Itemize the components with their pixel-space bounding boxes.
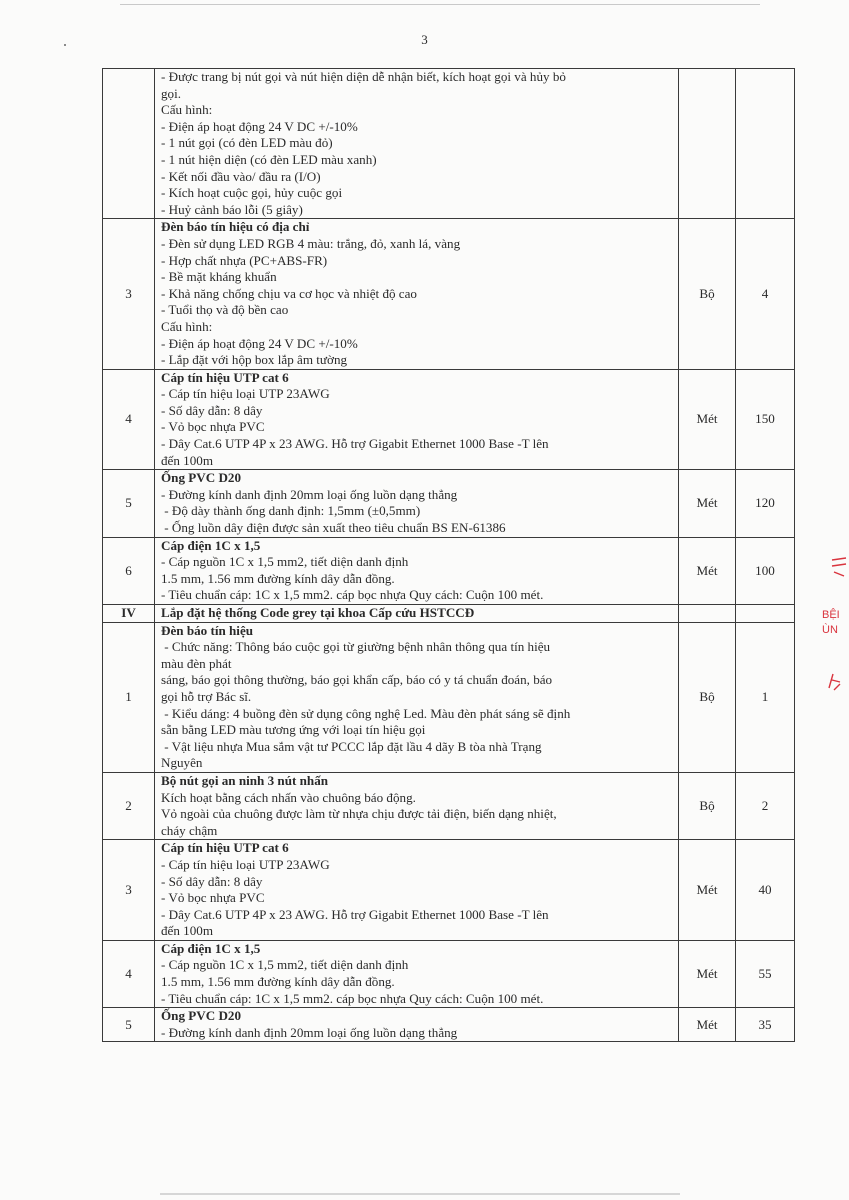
cell-unit: Bộ [679,219,736,369]
description-line: - Dây Cat.6 UTP 4P x 23 AWG. Hỗ trợ Gigabit Ethernet 1000 Base -T lên [161,436,549,452]
cell-unit: Bộ [679,772,736,839]
item-title: Ống PVC D20 [161,470,242,486]
description-line: - Bề mặt kháng khuẩn [161,269,277,285]
stamp-text-line: ÙN [822,624,838,636]
description-line: gọi. [161,85,182,101]
description-line: - Kích hoạt cuộc gọi, hủy cuộc gọi [161,185,343,201]
cell-unit: Mét [679,1008,736,1042]
cell-stt: 5 [103,1008,155,1042]
description-line: - Vỏ bọc nhựa PVC [161,890,265,906]
cell-unit [679,605,736,623]
description-line: - Cáp nguồn 1C x 1,5 mm2, tiết diện danh định [161,554,409,570]
cell-stt: 4 [103,369,155,470]
description-line: - Dây Cat.6 UTP 4P x 23 AWG. Hỗ trợ Gigabit Ethernet 1000 Base -T lên [161,906,549,922]
description-line: Cấu hình: [161,318,213,334]
description-line: sáng, báo gọi thông thường, báo gọi khẩn cấp, báo có y tá chuẩn đoán, báo [161,672,553,688]
description-line: - Chức năng: Thông báo cuộc gọi từ giường bệnh nhân thông qua tín hiệu [161,639,551,655]
table-row [103,470,795,537]
table-row [103,537,795,604]
description-line: sẵn bằng LED màu tương ứng với loại tín hiệu gọi [161,722,426,738]
cell-unit: Mét [679,369,736,470]
cell-unit: Bộ [679,622,736,772]
description-line: Vỏ ngoài của chuông được làm từ nhựa chịu được tải điện, biến dạng nhiệt, [161,806,557,822]
cell-quantity [736,605,795,623]
table-row [103,219,795,369]
description-line: - Số dây dẫn: 8 dây [161,873,263,889]
cell-stt: IV [103,605,155,623]
scan-edge-line [120,4,760,5]
description-line: - Điện áp hoạt động 24 V DC +/-10% [161,335,358,351]
cell-description [155,69,679,219]
description-line: - Số dây dẫn: 8 dây [161,402,263,418]
stamp-text-line: BỆI [822,609,840,621]
table-row [103,940,795,1007]
cell-quantity: 4 [736,219,795,369]
cell-stt: 1 [103,622,155,772]
description-line: - Kiểu dáng: 4 buồng đèn sử dụng công nghệ Led. Màu đèn phát sáng sẽ định [161,705,571,721]
cell-quantity: 100 [736,537,795,604]
cell-stt: 3 [103,840,155,941]
description-line: cháy chậm [161,822,218,838]
equipment-table [102,68,795,1042]
cell-description [155,840,679,941]
description-line: - Lắp đặt với hộp box lắp âm tường [161,352,348,368]
table-row [103,772,795,839]
item-title: Ống PVC D20 [161,1008,242,1024]
cell-stt: 2 [103,772,155,839]
cell-description [155,622,679,772]
description-line: màu đèn phát [161,655,232,671]
table-row [103,840,795,941]
cell-quantity: 2 [736,772,795,839]
description-line: - Được trang bị nút gọi và nút hiện diện dễ nhận biết, kích hoạt gọi và hủy bỏ [161,69,566,84]
description-line: - Độ dày thành ống danh định: 1,5mm (±0,5mm) [161,503,421,519]
cell-description [155,369,679,470]
cell-description [155,605,679,623]
item-title: Cáp tín hiệu UTP cat 6 [161,369,289,385]
description-line: Cấu hình: [161,102,213,118]
description-line: - Huỷ cảnh báo lỗi (5 giây) [161,201,303,217]
table-row [103,369,795,470]
description-line: - Đường kính danh định 20mm loại ống luồn dạng thẳng [161,1024,458,1040]
description-line: - Tuổi thọ và độ bền cao [161,302,289,318]
item-title: Lắp đặt hệ thống Code grey tại khoa Cấp cứu HSTCCĐ [161,605,475,620]
cell-stt: 5 [103,470,155,537]
cell-description [155,772,679,839]
page-number: 3 [421,32,428,47]
cell-unit: Mét [679,470,736,537]
cell-unit [679,69,736,219]
table-body [103,69,795,1042]
description-line: - Điện áp hoạt động 24 V DC +/-10% [161,118,358,134]
item-title: Cáp điện 1C x 1,5 [161,940,261,956]
description-line: 1.5 mm, 1.56 mm đường kính dây dẫn đồng. [161,974,395,990]
description-line: 1.5 mm, 1.56 mm đường kính dây dẫn đồng. [161,570,395,586]
cell-stt [103,69,155,219]
section-row [103,605,795,623]
description-line: Kích hoạt bằng cách nhấn vào chuông báo động. [161,789,416,805]
description-line: đến 100m [161,923,214,939]
table-row [103,1008,795,1042]
cell-description [155,219,679,369]
stamp-border-mark [830,556,848,580]
description-line: đến 100m [161,452,214,468]
description-line: - Vật liệu nhựa Mua sắm vật tư PCCC lắp đặt lầu 4 dãy B tòa nhà Trạng [161,738,542,754]
item-title: Đèn báo tín hiệu [161,622,254,638]
description-line: - 1 nút hiện diện (có đèn LED màu xanh) [161,151,377,167]
description-line: - Khả năng chống chịu va cơ học và nhiệt độ cao [161,285,417,301]
cell-unit: Mét [679,940,736,1007]
description-line: - Tiêu chuẩn cáp: 1C x 1,5 mm2. cáp bọc nhựa Quy cách: Cuộn 100 mét. [161,587,544,603]
cell-unit: Mét [679,537,736,604]
cell-description [155,537,679,604]
cell-description [155,470,679,537]
description-line: - Cáp nguồn 1C x 1,5 mm2, tiết diện danh định [161,957,409,973]
description-line: - Cáp tín hiệu loại UTP 23AWG [161,386,330,402]
item-title: Đèn báo tín hiệu có địa chỉ [161,219,310,235]
description-line: - Ống luồn dây điện được sản xuất theo tiêu chuẩn BS EN-61386 [161,520,506,536]
item-title: Cáp điện 1C x 1,5 [161,537,261,553]
cell-stt: 3 [103,219,155,369]
cell-unit: Mét [679,840,736,941]
table-row [103,69,795,219]
description-line: - 1 nút gọi (có đèn LED màu đỏ) [161,135,333,151]
description-line: - Đèn sử dụng LED RGB 4 màu: trắng, đỏ, xanh lá, vàng [161,235,461,251]
cell-quantity: 1 [736,622,795,772]
item-title: Cáp tín hiệu UTP cat 6 [161,840,289,856]
cell-quantity: 55 [736,940,795,1007]
cell-stt: 6 [103,537,155,604]
description-line: - Vỏ bọc nhựa PVC [161,419,265,435]
cell-quantity [736,69,795,219]
item-title: Bộ nút gọi an ninh 3 nút nhấn [161,772,329,788]
cell-quantity: 40 [736,840,795,941]
description-line: - Kết nối đầu vào/ đầu ra (I/O) [161,168,321,184]
cell-quantity: 120 [736,470,795,537]
description-line: - Tiêu chuẩn cáp: 1C x 1,5 mm2. cáp bọc nhựa Quy cách: Cuộn 100 mét. [161,990,544,1006]
description-line: - Hợp chất nhựa (PC+ABS-FR) [161,252,328,268]
cell-quantity: 35 [736,1008,795,1042]
cell-quantity: 150 [736,369,795,470]
cell-description [155,1008,679,1042]
description-line: Nguyên [161,755,203,771]
cell-stt: 4 [103,940,155,1007]
scan-edge-line [160,1193,680,1195]
description-line: - Đường kính danh định 20mm loại ống luồn dạng thẳng [161,486,458,502]
table-row [103,622,795,772]
cell-description [155,940,679,1007]
stamp-slash-mark [826,668,842,692]
description-line: gọi hỗ trợ Bác sĩ. [161,688,252,704]
description-line: - Cáp tín hiệu loại UTP 23AWG [161,856,330,872]
